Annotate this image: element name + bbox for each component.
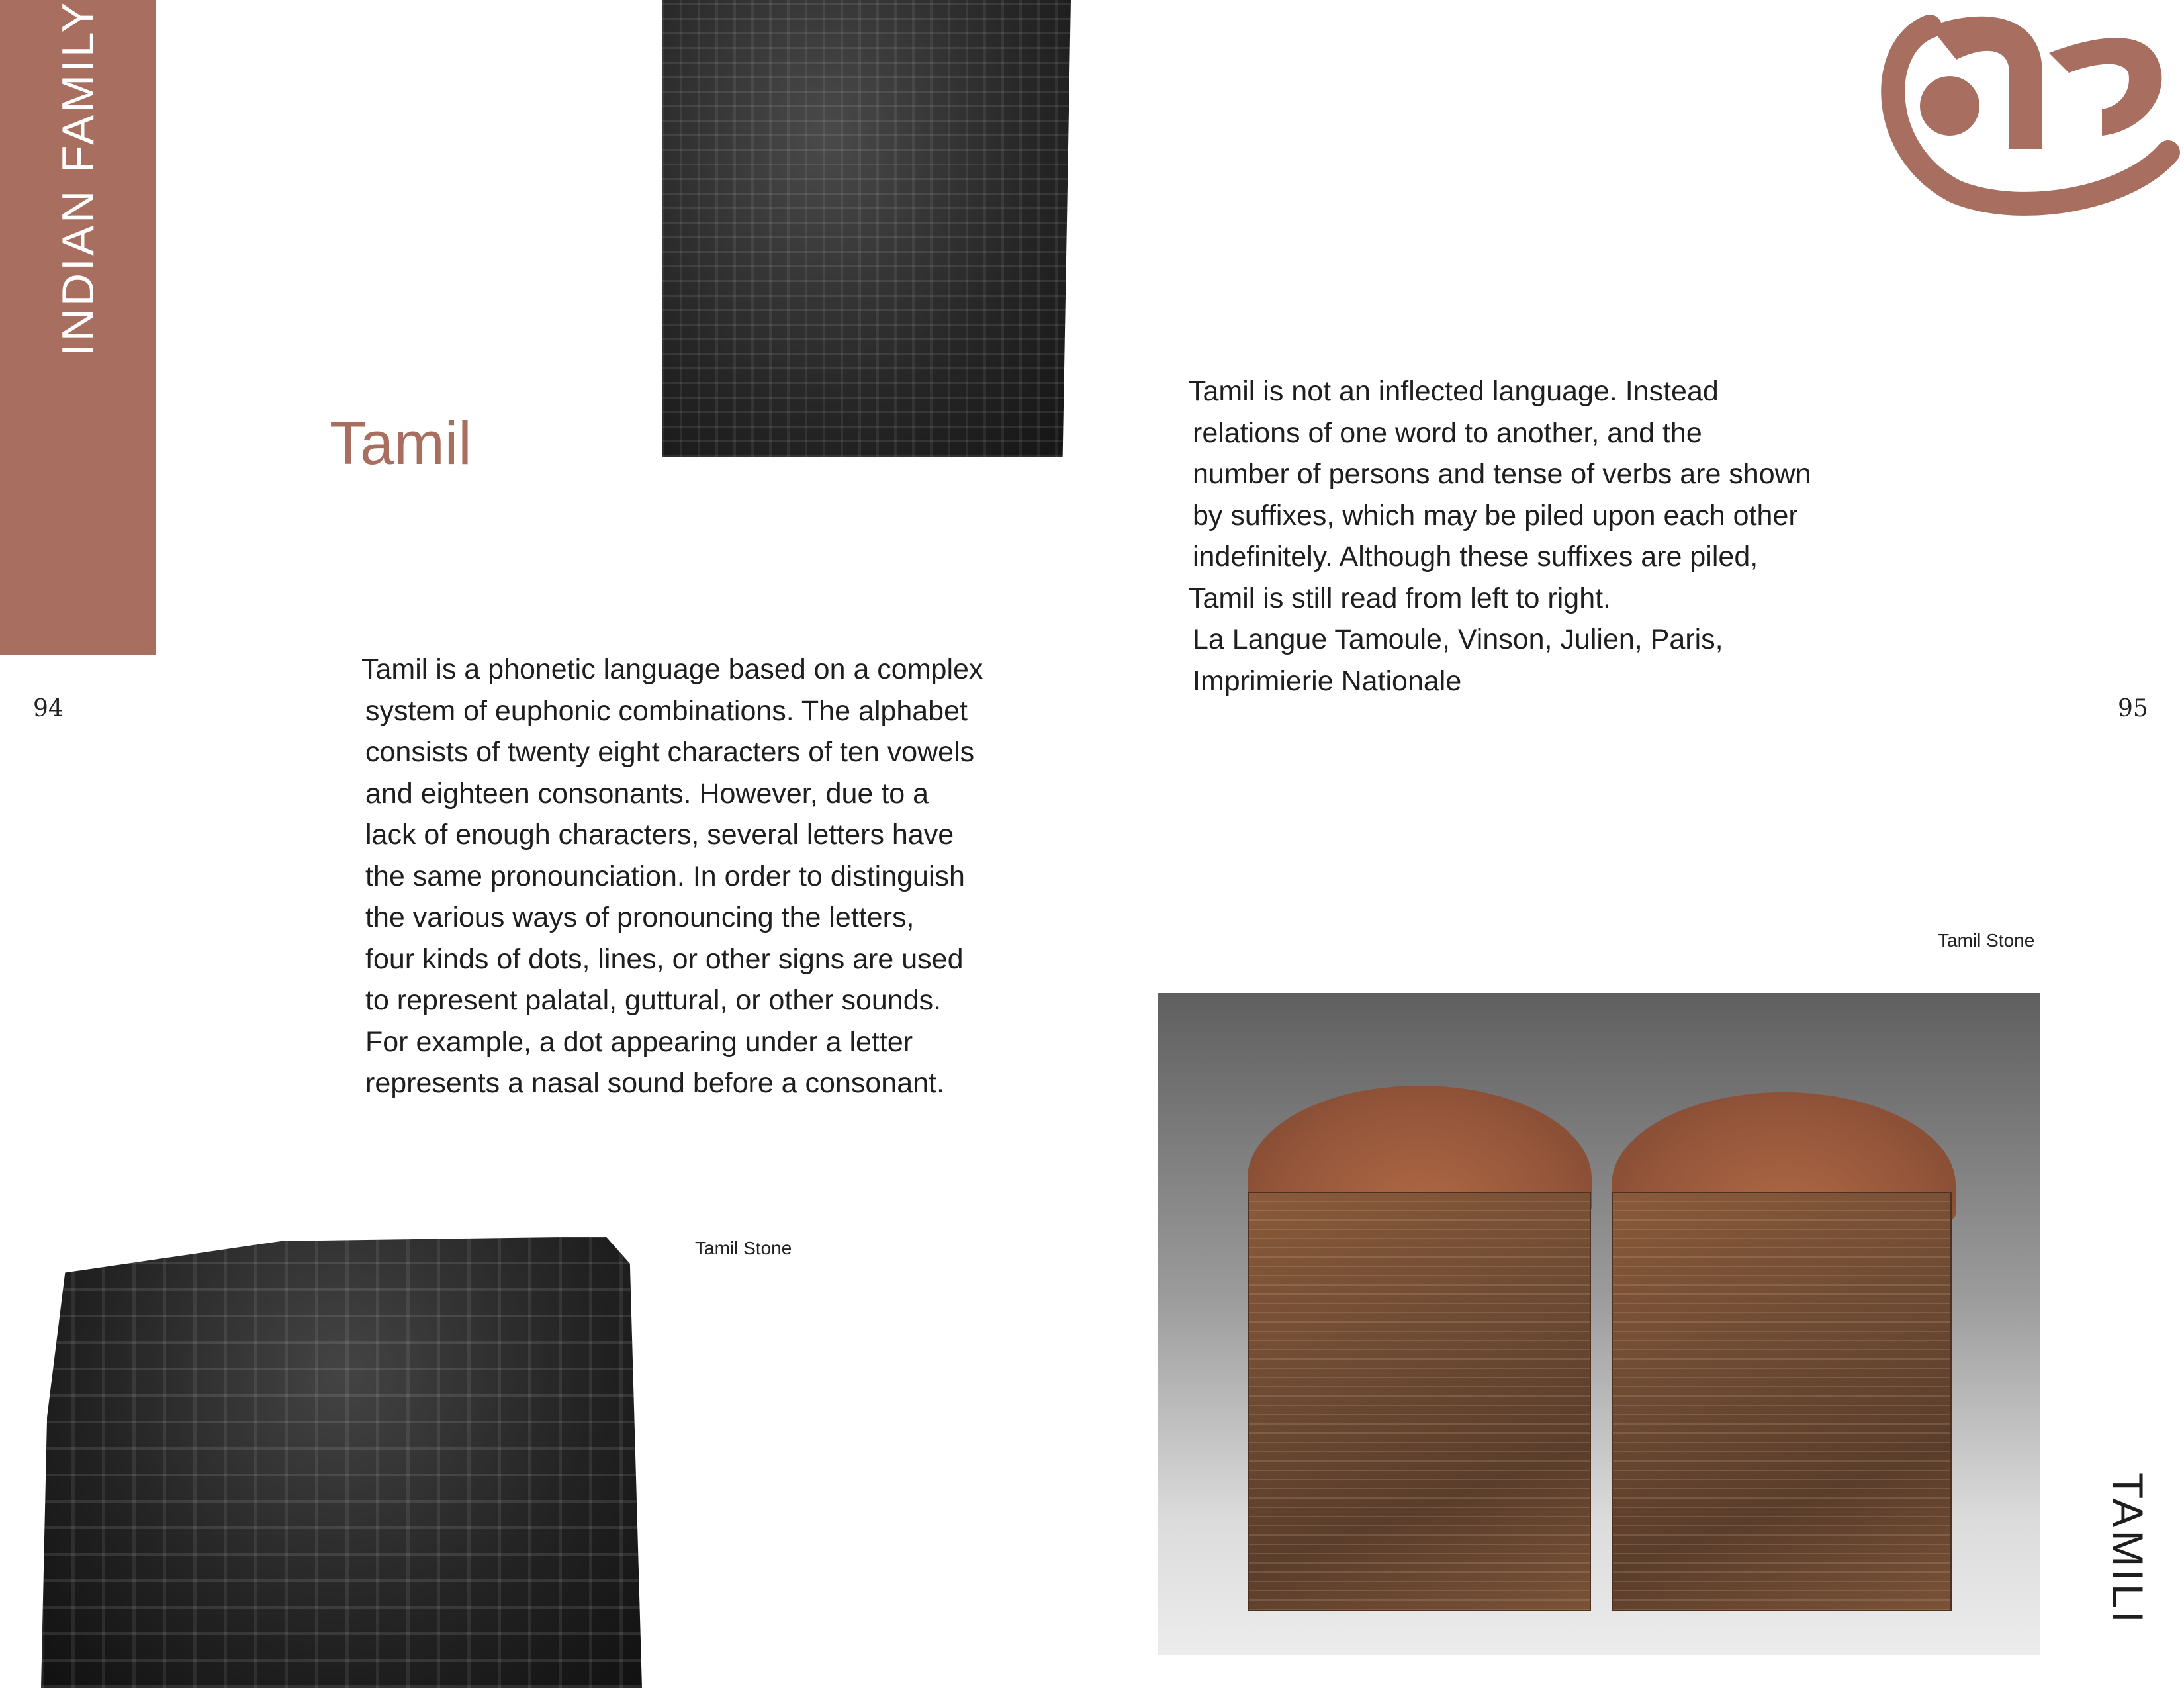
page-number-left: 94: [33, 695, 64, 722]
paragraph-line: La Langue Tamoule, Vinson, Julien, Paris,: [1193, 624, 1723, 655]
paragraph-line: Tamil is not an inflected language. Instead: [1189, 375, 1719, 407]
tamil-letter-logo-icon: [1850, 0, 2184, 218]
section-label: INDIAN FAMILY: [53, 0, 103, 357]
paragraph-line: Tamil is still read from left to right.: [1189, 582, 1612, 614]
left-paragraph: [361, 649, 983, 1104]
paragraph-line: to represent palatal, guttural, or other sounds.: [365, 984, 942, 1016]
paragraph-line: indefinitely. Although these suffixes are piled,: [1193, 541, 1758, 573]
paragraph-line: the same pronounciation. In order to distinguish: [365, 860, 965, 892]
caption-bottom-left: Tamil Stone: [695, 1238, 792, 1258]
paragraph-line: consists of twenty eight characters of ten vowels: [365, 736, 975, 768]
paragraph-line: Tamil is a phonetic language based on a complex: [361, 653, 983, 685]
paragraph-line: Imprimierie Nationale: [1193, 665, 1462, 697]
paragraph-line: For example, a dot appearing under a letter: [365, 1025, 913, 1058]
paragraph-line: system of euphonic combinations. The alphabet: [365, 694, 968, 727]
copper-plate-right: [1612, 1192, 1952, 1611]
page-title: Tamil: [330, 410, 472, 477]
paragraph-line: number of persons and tense of verbs are shown: [1193, 458, 1811, 490]
right-paragraph: [1189, 371, 1811, 702]
caption-right: Tamil Stone: [1938, 930, 2035, 951]
paragraph-line: the various ways of pronouncing the letters,: [365, 902, 915, 933]
side-label-container: [2091, 1456, 2164, 1642]
bottom-stone-image: [41, 1237, 642, 1688]
paragraph-line: by suffixes, which may be piled upon each other: [1193, 499, 1798, 532]
paragraph-line: and eighteen consonants. However, due to a: [365, 777, 929, 810]
paragraph-line: relations of one word to another, and the: [1193, 416, 1702, 449]
copper-plate-left: [1248, 1192, 1591, 1611]
page-number-right: 95: [2118, 695, 2148, 722]
top-stone-image: [662, 0, 1071, 457]
paragraph-line: lack of enough characters, several letters have: [365, 819, 954, 851]
paragraph-line: represents a nasal sound before a consonant.: [365, 1067, 944, 1099]
paragraph-line: four kinds of dots, lines, or other signs are used: [365, 943, 964, 975]
side-label: TAMILI: [2103, 1472, 2152, 1626]
section-label-container: [0, 0, 156, 655]
copper-plates-image: [1158, 993, 2040, 1655]
